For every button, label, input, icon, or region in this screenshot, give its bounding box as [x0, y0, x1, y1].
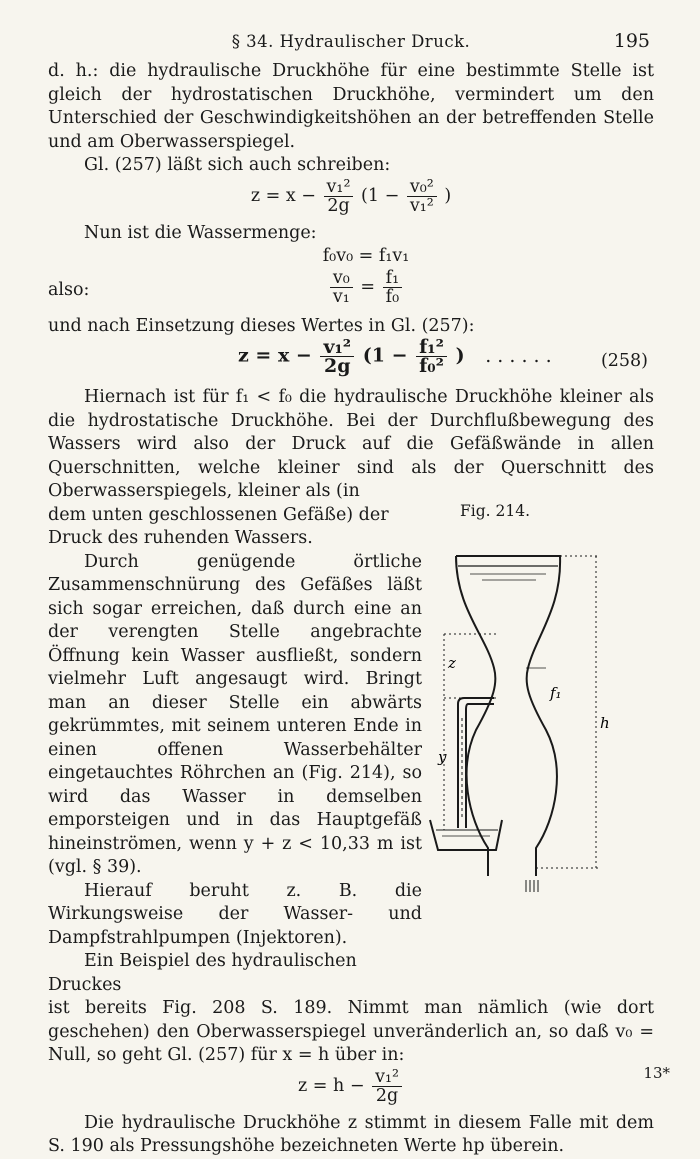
label-h: h [600, 714, 610, 732]
paragraph-6: Hiernach ist für f₁ < f₀ die hydraulische Druckhöhe kleiner als die hydrostatische Druckhöhe. Bei der Durchflußbewegung des Wassers wird also der Druck auf die Gefäßwände in allen Querschnitten, welche kleiner sind als der Querschnitt des Oberwasserspiegels, kleiner als (in [48, 387, 654, 501]
figure-caption: Fig. 214. [460, 502, 530, 520]
equation-5: z = h − $\frac{\text{v₁²}}{2g}$ [48, 1068, 654, 1112]
paragraph-1: d. h.: die hydraulische Druckhöhe für eine bestimmte Stelle ist gleich der hydrostatischen Druckhöhe, vermindert um den Unterschied der Geschwindigkeitshöhen an der betreffenden Stelle und am Oberwasserspiegel. [48, 61, 654, 152]
equation-3: $\frac{\text{v₀}}{\text{v₁}}$ = $\frac{\text{f₁}}{\text{f₀}}$ [48, 269, 654, 306]
hourglass-vessel-diagram [386, 518, 612, 918]
page-number: 195 [613, 30, 650, 52]
paragraph-3: Nun ist die Wassermenge: [84, 222, 317, 243]
paragraph-9b: ist bereits Fig. 208 S. 189. Nimmt man nämlich (wie dort geschehen) den Oberwasserspiegel unveränderlich an, so daß v₀ = Null, so geht Gl. (257) für x = h über in: [48, 998, 654, 1065]
paragraph-6b: dem unten geschlossenen Gefäße) der Druck des ruhenden Wassers. [48, 504, 389, 548]
label-y: y [438, 748, 447, 766]
paragraph-7: Durch genügende örtliche Zusammenschnürung des Gefäßes läßt sich sogar erreichen, daß durch eine an der verengten Stelle angebrachte Öffnung kein Wasser ausfließt, sondern vielmehr Luft angesaugt wird. Bringt man an dieser Stelle ein abwärts gekrümmtes, mit seinem unteren Ende in einen offenen Wasserbehälter eingetauchtes Röhrchen an (Fig. 214), so wird das Wasser in demselben emporsteigen und in das Hauptgefäß hineinströmen, wenn y + z < 10,33 m ist (vgl. § 39). [48, 551, 422, 877]
paragraph-8: Hierauf beruht z. B. die Wirkungsweise der Wasser- und Dampfstrahlpumpen (Injektoren). [48, 880, 422, 948]
paragraph-2: Gl. (257) läßt sich auch schreiben: [84, 155, 391, 175]
equation-number: (258) [600, 351, 648, 371]
paragraph-5: und nach Einsetzung dieses Wertes in Gl. (257): [48, 315, 475, 336]
label-f1: f₁ [550, 684, 562, 702]
equation-3-row [48, 269, 654, 315]
equation-2: f₀v₀ = f₁v₁ [322, 246, 410, 266]
header-title: § 34. Hydraulischer Druck. [231, 32, 471, 51]
signature-mark: 13* [643, 1063, 670, 1082]
running-header [48, 26, 654, 60]
also-label: also: [48, 279, 90, 300]
equation-258: z = x − $\frac{\text{v₁²}}{2g}$ (1 − $\frac{\text{f₁²}}{\text{f₀²}}$ ) . . . . . . (258) [238, 336, 648, 377]
equation-1: z = x − $\frac{\text{v₁²}}{2g}$ (1 − $\frac{\text{v₀²}}{\text{v₁²}}$ ) [250, 176, 452, 216]
paragraph-10: Die hydraulische Druckhöhe z stimmt in diesem Falle mit dem S. 190 als Pressungshöhe bezeichneten Werte hp überein. [48, 1112, 654, 1156]
paragraph-9a: Ein Beispiel des hydraulischen Druckes [48, 951, 357, 995]
label-z: z [448, 654, 456, 672]
figure-214 [386, 494, 612, 924]
